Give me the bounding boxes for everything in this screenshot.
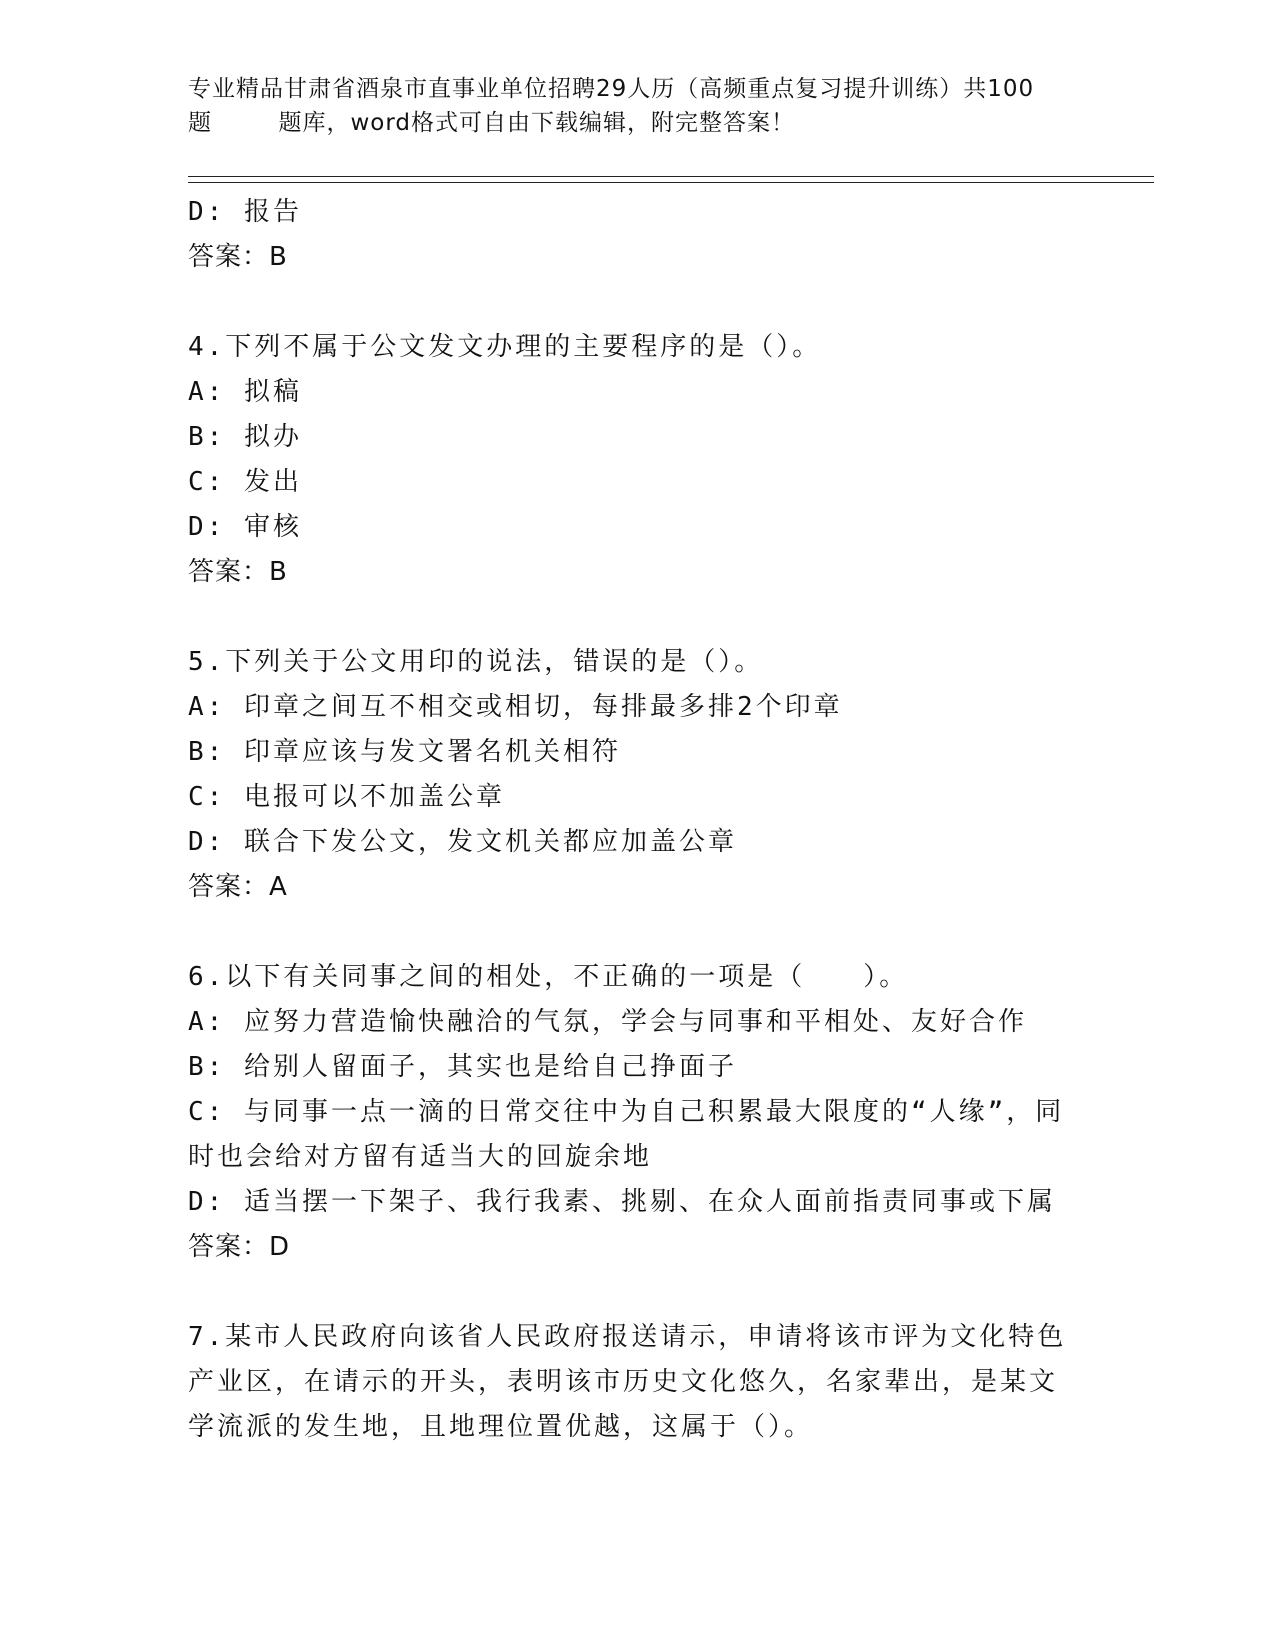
q5-option-d: D: 联合下发公文，发文机关都应加盖公章: [188, 827, 737, 857]
q5-option-a: A: 印章之间互不相交或相切，每排最多排2个印章: [188, 692, 843, 722]
q6-option-c-line2: 时也会给对方留有适当大的回旋余地: [188, 1142, 653, 1172]
q3-answer: 答案：B: [188, 242, 288, 272]
q5-option-b: B: 印章应该与发文署名机关相符: [188, 737, 621, 767]
spacer: [188, 910, 1088, 955]
q7-stem-line1: 7.某市人民政府向该省人民政府报送请示，申请将该市评为文化特色: [188, 1322, 1067, 1352]
q6-answer: 答案：D: [188, 1232, 291, 1262]
q4-option-b: B: 拟办: [188, 422, 302, 452]
q4-answer: 答案：B: [188, 557, 288, 587]
q6-stem: 6.以下有关同事之间的相处，不正确的一项是（ ）。: [188, 962, 909, 992]
question-7: [188, 1315, 1088, 1450]
header-divider-bottom: [188, 182, 1154, 183]
q4-option-d: D: 审核: [188, 512, 302, 542]
q4-option-a: A: 拟稿: [188, 377, 302, 407]
q5-stem: 5.下列关于公文用印的说法，错误的是（）。: [188, 647, 764, 677]
q4-option-c: C: 发出: [188, 467, 302, 497]
page-header: [188, 72, 1068, 140]
q4-stem: 4.下列不属于公文发文办理的主要程序的是（）。: [188, 332, 822, 362]
q6-option-d: D: 适当摆一下架子、我行我素、挑剔、在众人面前指责同事或下属: [188, 1187, 1056, 1217]
header-title-line2: 题 题库，word格式可自由下载编辑，附完整答案！: [188, 110, 796, 136]
question-6: [188, 955, 1088, 1270]
header-title-line1: 专业精品甘肃省酒泉市直事业单位招聘29人历（高频重点复习提升训练）共100: [188, 76, 1035, 102]
question-4: [188, 325, 1088, 595]
q6-option-c-line1: C: 与同事一点一滴的日常交往中为自己积累最大限度的“人缘”，同: [188, 1097, 1065, 1127]
header-divider-top: [188, 176, 1154, 177]
q7-stem-line3: 学流派的发生地，且地理位置优越，这属于（）。: [188, 1412, 814, 1442]
question-5: [188, 640, 1088, 910]
q7-stem-line2: 产业区，在请示的开头，表明该市历史文化悠久，名家辈出，是某文: [188, 1367, 1059, 1397]
q6-option-a: A: 应努力营造愉快融洽的气氛，学会与同事和平相处、友好合作: [188, 1007, 1027, 1037]
question-3-tail: [188, 190, 1088, 280]
spacer: [188, 280, 1088, 325]
q6-option-b: B: 给别人留面子，其实也是给自己挣面子: [188, 1052, 737, 1082]
spacer: [188, 595, 1088, 640]
q5-option-c: C: 电报可以不加盖公章: [188, 782, 505, 812]
spacer: [188, 1270, 1088, 1315]
document-body: [188, 190, 1088, 1450]
q3-option-d: D: 报告: [188, 197, 302, 227]
q5-answer: 答案：A: [188, 872, 288, 902]
